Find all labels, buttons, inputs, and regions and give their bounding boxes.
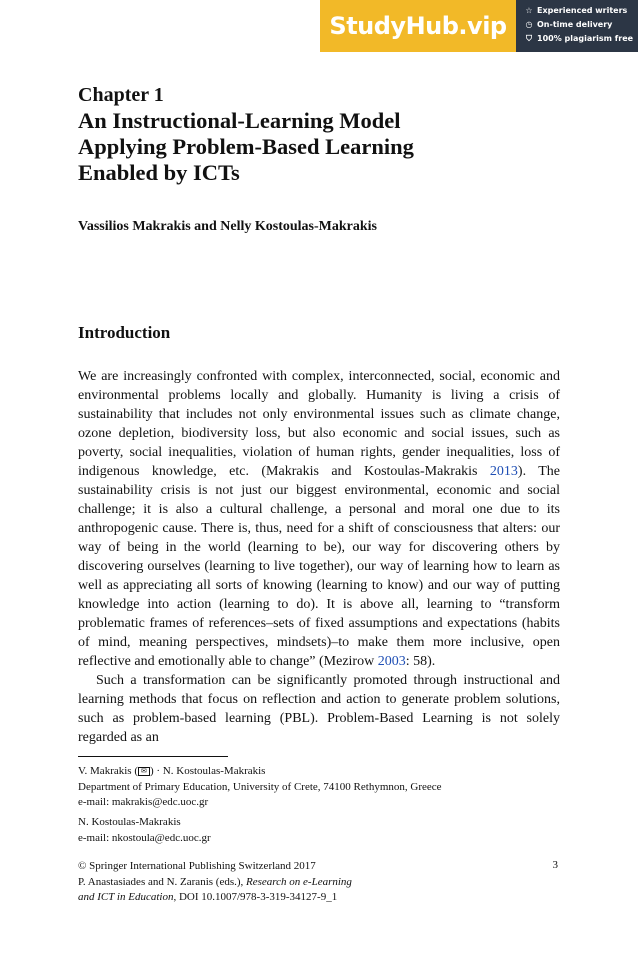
star-icon: ☆ — [525, 6, 533, 15]
citation-line — [78, 890, 558, 906]
envelope-icon: ✉ — [138, 767, 150, 776]
feature-label: Experienced writers — [537, 6, 628, 15]
paragraph: Such a transformation can be significantly promoted through instructional and learning methods that focus on reflection and action to generate problem solutions, such as problem-based learning (PBL). Problem-Based Learning is not solely regarded as an — [78, 673, 560, 745]
promo-banner[interactable] — [320, 0, 638, 52]
shield-icon: ⛉ — [526, 34, 532, 43]
footnote-email[interactable]: e-mail: makrakis@edc.uoc.gr — [78, 796, 209, 808]
brand-logo[interactable] — [320, 0, 516, 52]
citation-line — [78, 875, 558, 891]
author-footnote — [78, 764, 558, 811]
footnote-author-line — [78, 764, 558, 780]
citation-italic: Research on e-Learning — [246, 875, 352, 888]
chapter-title — [78, 108, 518, 186]
footnote-email[interactable]: e-mail: nkostoula@edc.uoc.gr — [78, 831, 211, 844]
footnote-author-line: N. Kostoulas-Makrakis — [78, 816, 181, 828]
chapter-label: Chapter 1 — [78, 84, 164, 106]
chapter-authors: Vassilios Makrakis and Nelly Kostoulas-Makrakis — [78, 219, 377, 234]
footnote-text: V. Makrakis ( — [78, 765, 138, 777]
feature-item — [524, 32, 638, 46]
section-heading: Introduction — [78, 323, 171, 342]
citation-doi: , DOI 10.1007/978-3-319-34127-9_1 — [173, 891, 338, 903]
feature-item — [524, 4, 638, 18]
paragraph-text: We are increasingly confronted with complex, interconnected, social, economic and environmental problems locally and globally. Humanity is living a crisis of sustainability that includes not only environmental issues such as climate change, ozone depletion, biodiversity loss, but also economic and social issues, such as poverty, social inequalities, violation of human rights, gender inequalities, loss of indigenous knowledge, etc. (Makrakis and Kostoulas-Makrakis — [78, 369, 560, 479]
chapter-title-line: Applying Problem-Based Learning — [78, 134, 414, 159]
body-text — [78, 367, 560, 747]
brand-name: StudyHub.vip — [329, 12, 507, 40]
copyright-block — [78, 859, 558, 906]
citation-link[interactable]: 2003 — [377, 654, 406, 669]
footnote-text: ) · N. Kostoulas-Makrakis — [149, 765, 266, 777]
chapter-title-line: An Instructional-Learning Model — [78, 108, 401, 133]
citation-text: P. Anastasiades and N. Zaranis (eds.), — [78, 875, 247, 888]
page-number: 3 — [552, 859, 558, 871]
feature-list — [516, 0, 638, 52]
feature-label: 100% plagiarism free — [537, 34, 634, 43]
clock-icon: ◷ — [525, 20, 533, 29]
citation-link[interactable]: 2013 — [489, 464, 518, 479]
paragraph-text: ). The sustainability crisis is not just our biggest environmental, economic and social challenge; it is also a cultural challenge, a personal and moral one due to its anthropogenic cause. There is, thus, need for a shift of consciousness that alters: our way of being in the world (learning to be), our way for discovering others by discovering ourselves (learning to live together), our way of learning how to learn as well as appreciating all sorts of knowing (learning to know) and our way of putting knowledge into action (learning to do). It is above all, learning to “transform problematic frames of references–sets of fixed assumptions and expectations (habits of mind, meaning perspectives, mindsets)–to make them more inclusive, open reflective and emotionally able to change” (Mezirow — [78, 464, 560, 669]
footnote-affiliation: Department of Primary Education, University of Crete, 74100 Rethymnon, Greece — [78, 780, 442, 793]
chapter-title-line: Enabled by ICTs — [78, 160, 240, 185]
footnote-divider — [78, 756, 228, 757]
feature-item — [524, 18, 638, 32]
author-footnote — [78, 815, 558, 846]
feature-label: On-time delivery — [537, 20, 613, 29]
paragraph-text: : 58). — [405, 654, 436, 669]
citation-italic: and ICT in Education — [78, 891, 174, 903]
copyright-line: © Springer International Publishing Switzerland 2017 — [78, 860, 316, 872]
paragraph — [78, 367, 560, 671]
